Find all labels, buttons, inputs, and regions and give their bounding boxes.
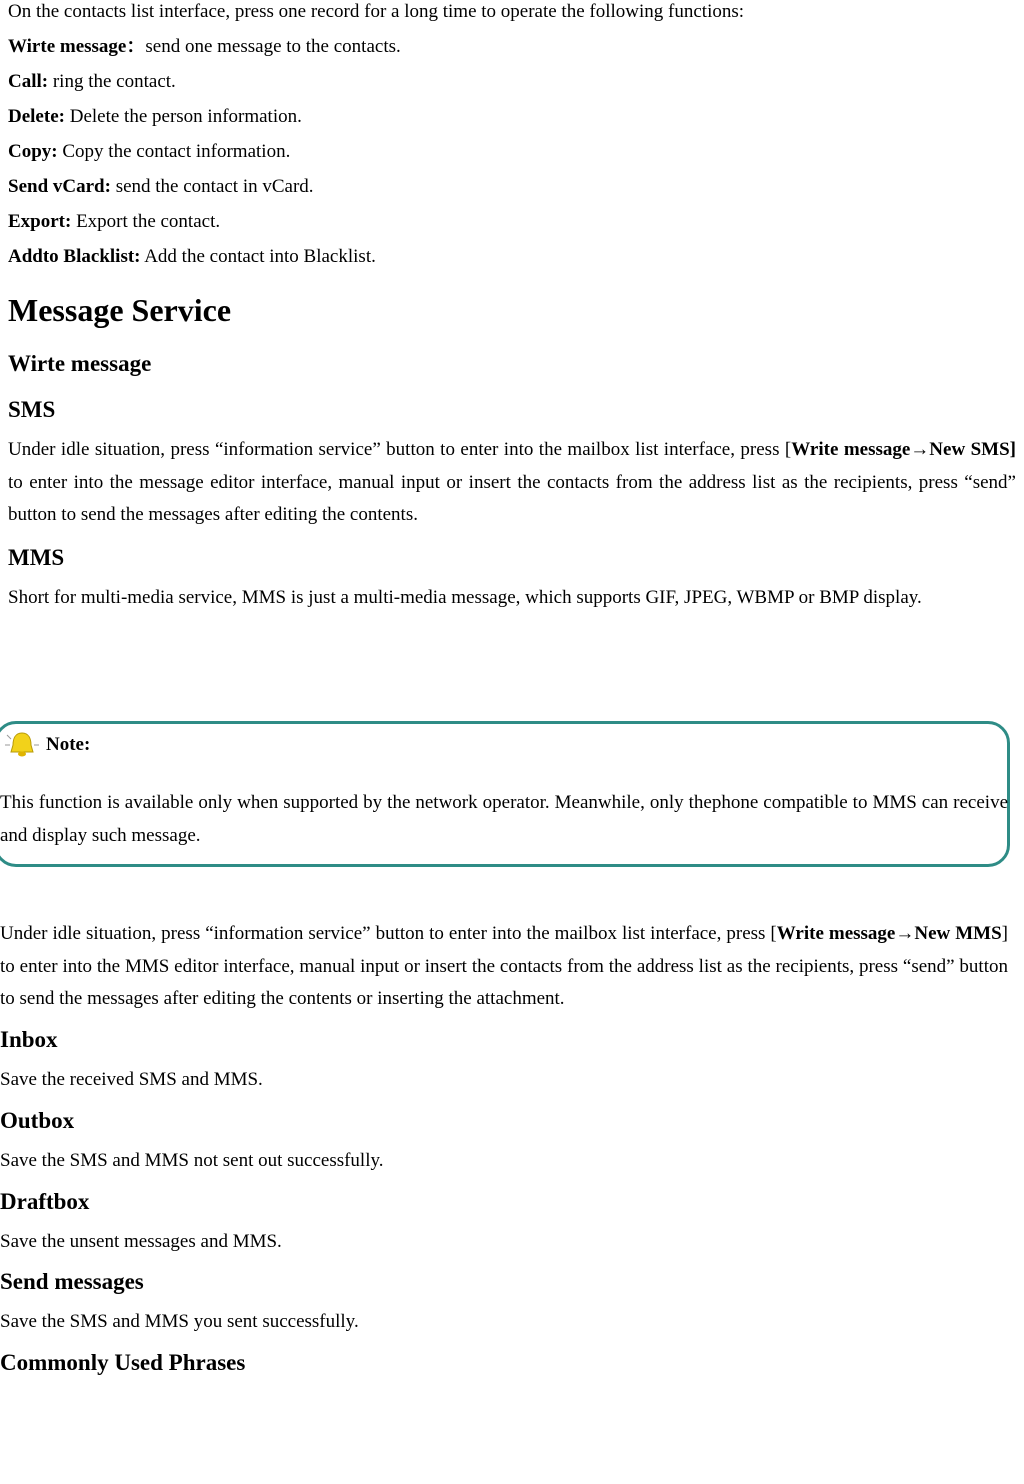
note-text: This function is available only when supported by the network operator. Meanwhile, only thephone compatible to MMS can receive and display such message. [0, 792, 1008, 846]
outbox-heading: Outbox [0, 1107, 75, 1133]
option-label: Export: [8, 211, 72, 232]
outbox-text: Save the SMS and MMS not sent out successfully. [0, 1149, 384, 1171]
inbox-heading: Inbox [0, 1027, 58, 1053]
send-messages-heading: Send messages [0, 1269, 144, 1295]
option-text: Add the contact into Blacklist. [140, 246, 376, 267]
option-text: send the contact in vCard. [110, 176, 314, 197]
mms-usage-text-end: ] to enter into the MMS editor interface, manual input or insert the contacts from the address list as the recipients, press “send” button to send the messages after editing the contents or inserting the attachment. [0, 923, 1008, 1010]
note-header [4, 727, 90, 763]
mms-paragraph: Short for multi-media service, MMS is just a multi-media message, which supports GIF, JPEG, WBMP or BMP display. [8, 587, 922, 609]
contacts-intro: On the contacts list interface, press one record for a long time to operate the following functions: [8, 1, 745, 22]
sms-text-end: to enter into the message editor interface, manual input or insert the contacts from the address list as the recipients, press “send” button to send the messages after editing the contents. [8, 471, 1016, 526]
option-write-message [8, 29, 1016, 64]
send-messages-text: Save the SMS and MMS you sent successfully. [0, 1311, 359, 1333]
option-blacklist [8, 239, 1016, 274]
option-export [8, 204, 1016, 239]
option-text: ring the contact. [48, 71, 176, 92]
option-label: Wirte message： [8, 36, 146, 57]
sms-text-start: Under idle situation, press “information service” button to enter into the mailbox list interface, press [ [8, 439, 792, 460]
draftbox-heading: Draftbox [0, 1188, 90, 1214]
after-note-content [0, 918, 1008, 1387]
bell-icon [4, 730, 40, 760]
option-delete [8, 99, 1016, 134]
phrases-heading: Commonly Used Phrases [0, 1349, 246, 1375]
option-label: Call: [8, 71, 49, 92]
option-label: Addto Blacklist: [8, 246, 141, 267]
sms-menu-path: Write message→New SMS] [791, 439, 1016, 460]
mms-menu-path: Write message→New MMS [776, 923, 1002, 944]
section-title: Message Service [8, 292, 232, 328]
option-text: send one message to the contacts. [145, 36, 401, 57]
sms-paragraph [8, 434, 1016, 532]
option-send-vcard [8, 169, 1016, 204]
option-text: Copy the contact information. [57, 141, 291, 162]
sms-heading: SMS [8, 397, 56, 422]
option-label: Delete: [8, 106, 65, 127]
option-text: Export the contact. [71, 211, 221, 232]
subsection-heading-write-message: Wirte message [8, 351, 152, 376]
mms-usage-text-start: Under idle situation, press “information service” button to enter into the mailbox list interface, press [ [0, 923, 777, 944]
mms-usage-paragraph [0, 918, 1008, 1016]
option-call [8, 64, 1016, 99]
option-label: Send vCard: [8, 176, 111, 197]
mms-heading: MMS [8, 545, 65, 571]
note-title: Note: [46, 734, 91, 755]
inbox-text: Save the received SMS and MMS. [0, 1069, 263, 1091]
option-copy [8, 134, 1016, 169]
option-label: Copy: [8, 141, 58, 162]
document-page [8, 0, 1016, 615]
option-text: Delete the person information. [64, 106, 302, 127]
draftbox-text: Save the unsent messages and MMS. [0, 1230, 282, 1252]
